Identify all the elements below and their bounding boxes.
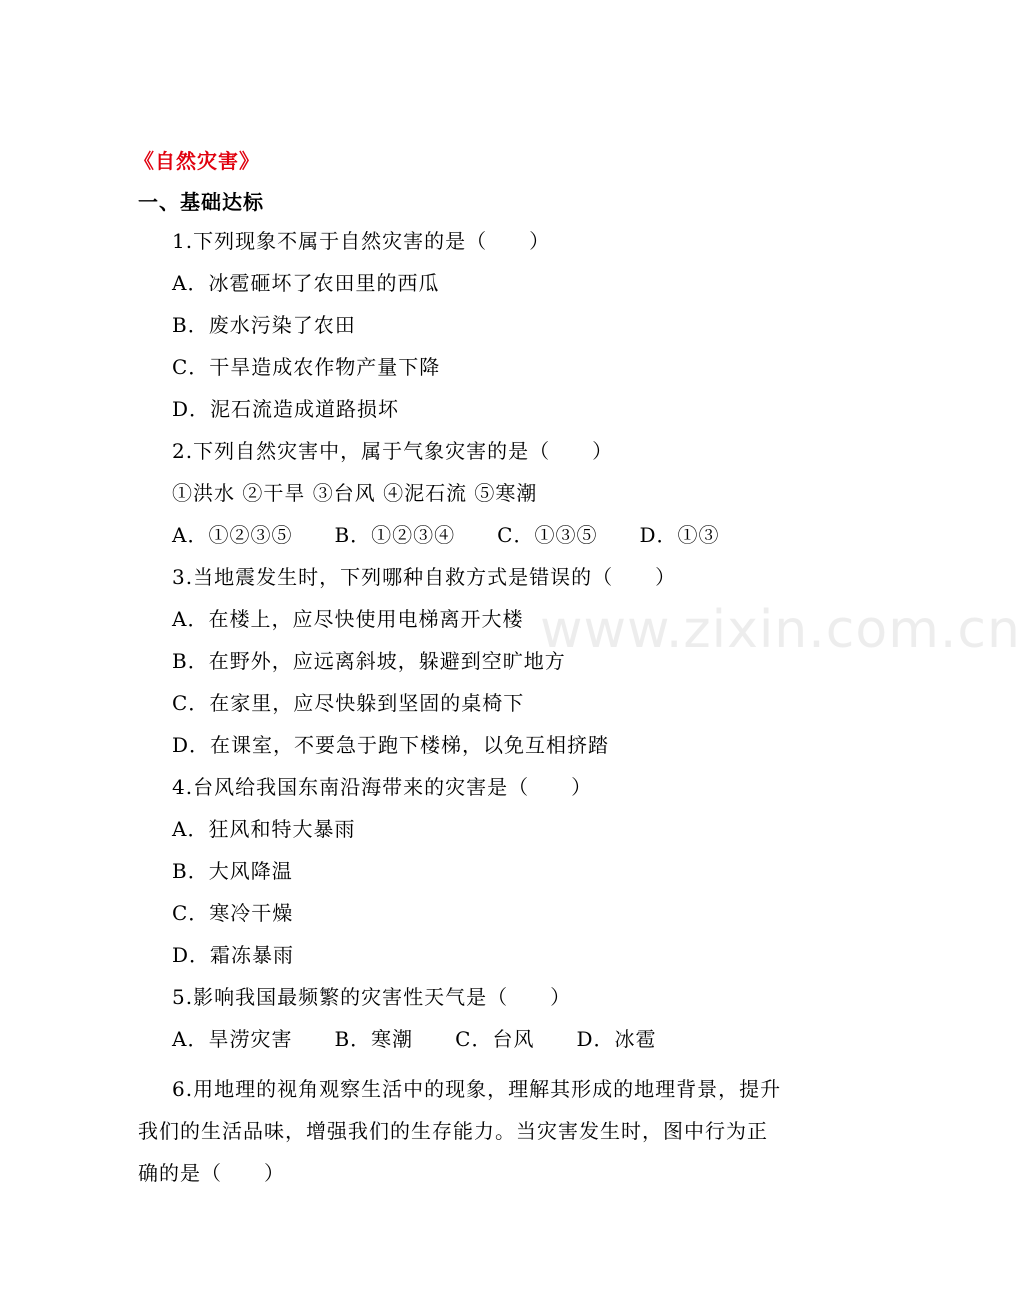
option-1c: C．干旱造成农作物产量下降: [172, 355, 441, 379]
option-3c: C．在家里，应尽快躲到坚固的桌椅下: [172, 691, 525, 715]
section-heading: 一、基础达标: [138, 190, 264, 214]
option-4d: D．霜冻暴雨: [172, 943, 295, 967]
option-4b: B．大风降温: [172, 859, 293, 883]
watermark: www.zixin.com.cn: [540, 600, 1021, 660]
option-3a: A．在楼上，应尽快使用电梯离开大楼: [172, 607, 524, 631]
question-2-options: A．①②③⑤ B．①②③④ C．①③⑤ D．①③: [172, 523, 720, 547]
question-3: 3.当地震发生时，下列哪种自救方式是错误的（ ）: [172, 565, 677, 589]
option-4c: C．寒冷干燥: [172, 901, 294, 925]
option-1b: B．废水污染了农田: [172, 313, 356, 337]
question-2-items: ①洪水 ②干旱 ③台风 ④泥石流 ⑤寒潮: [172, 481, 538, 505]
option-3b: B．在野外，应远离斜坡，躲避到空旷地方: [172, 649, 566, 673]
question-6: 6.用地理的视角观察生活中的现象，理解其形成的地理背景，提升我们的生活品味，增强我们的生存能力。当灾害发生时，图中行为正确的是（ ）: [138, 1077, 782, 1185]
question-2: 2.下列自然灾害中，属于气象灾害的是（ ）: [172, 439, 614, 463]
option-3d: D．在课室，不要急于跑下楼梯，以免互相挤踏: [172, 733, 610, 757]
question-1: 1.下列现象不属于自然灾害的是（ ）: [172, 229, 551, 253]
question-5-options: A．旱涝灾害 B．寒潮 C．台风 D．冰雹: [172, 1027, 657, 1051]
question-4: 4.台风给我国东南沿海带来的灾害是（ ）: [172, 775, 593, 799]
option-1d: D．泥石流造成道路损坏: [172, 397, 400, 421]
option-1a: A．冰雹砸坏了农田里的西瓜: [172, 271, 440, 295]
question-5: 5.影响我国最频繁的灾害性天气是（ ）: [172, 985, 572, 1009]
document-title: 《自然灾害》: [134, 149, 260, 173]
option-4a: A．狂风和特大暴雨: [172, 817, 356, 841]
